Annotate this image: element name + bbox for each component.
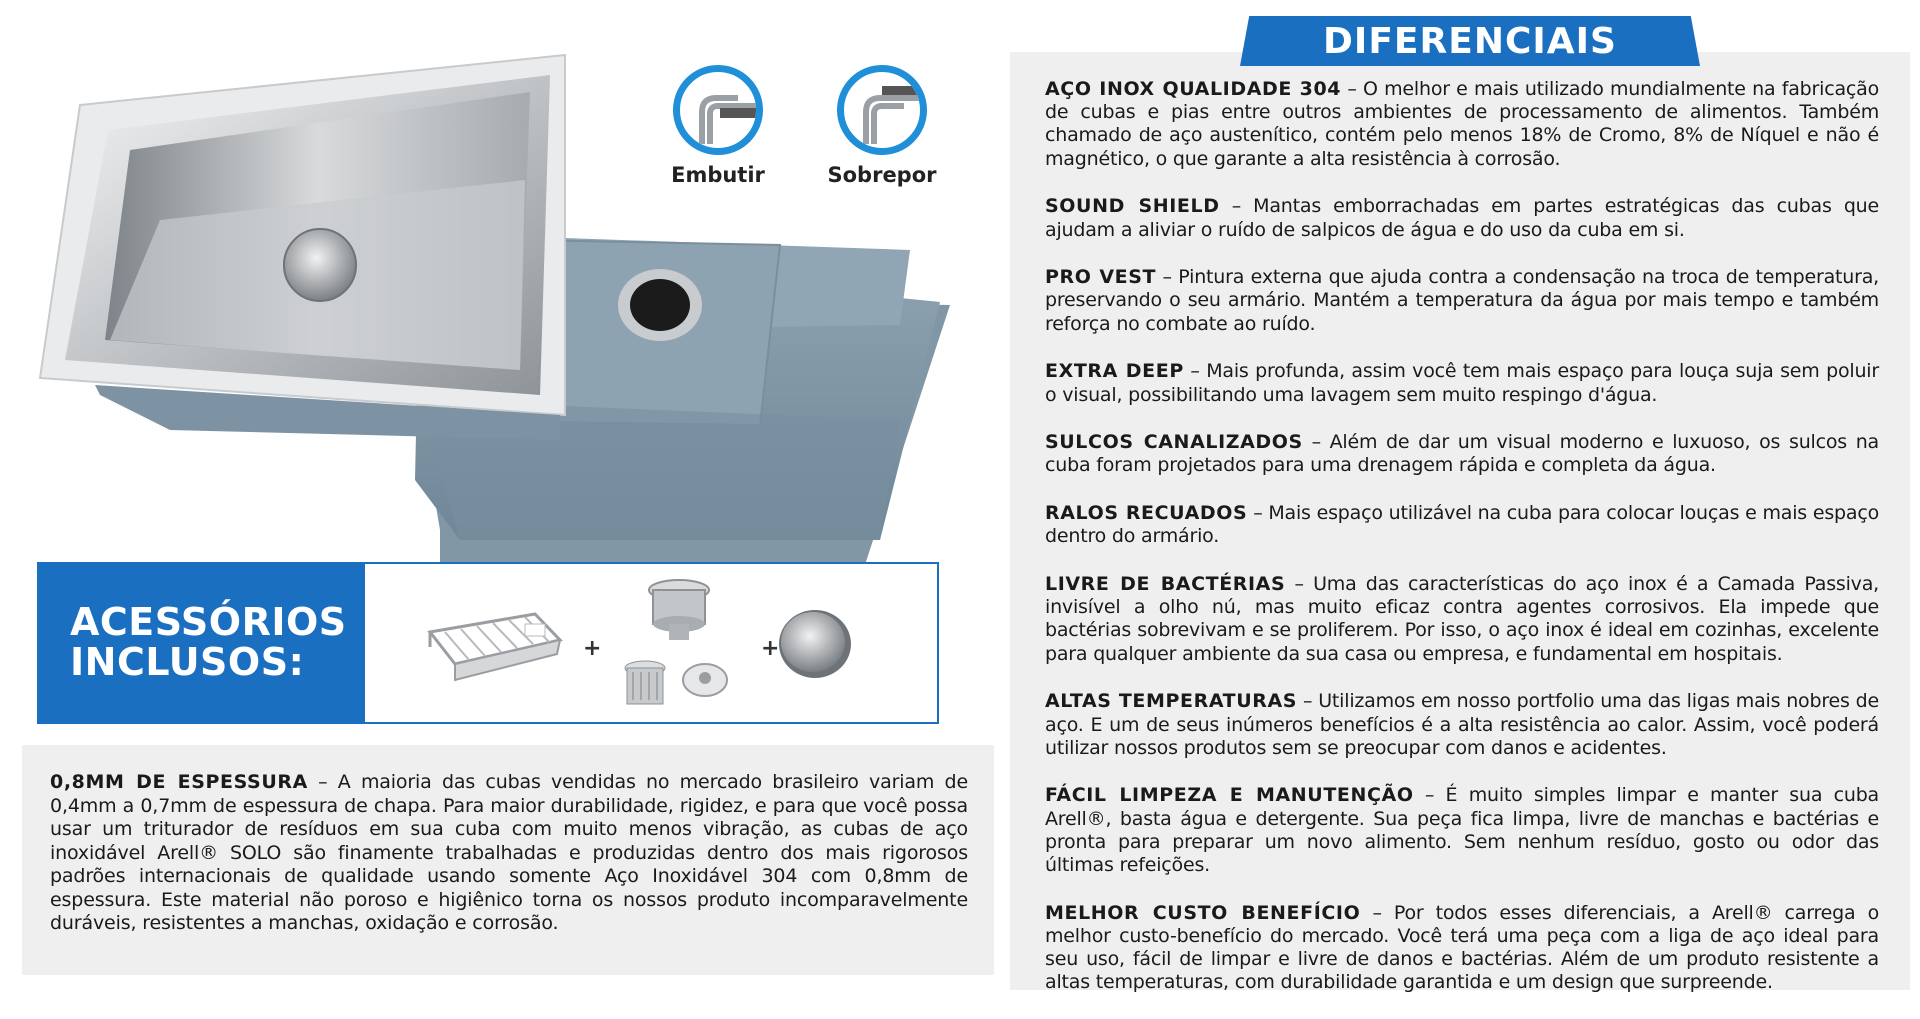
feature-text: – O melhor e mais utilizado mundialmente na fabricação de cubas e pias entre outros ambientes de processamento de alimentos. Também chamado de aço austenítico, contém pelo menos 18% de Cromo, 8% de Níquel e não é magnético, o que garante a alta resistência à corrosão. [1045,78,1879,170]
feature-heading: SULCOS CANALIZADOS [1045,431,1303,454]
feature-item-bacterias [1045,573,1879,666]
plus-sign: + [761,636,780,661]
feature-text: – Além de dar um visual moderno e luxuoso, os sulcos na cuba foram projetados para uma drenagem rápida e completa da água. [1045,431,1880,477]
feature-item-custo [1045,902,1879,995]
overmount-icon [837,65,927,155]
accessories-items [365,562,939,724]
accessories-banner [37,562,939,724]
sobrepor-label: Sobrepor [827,163,937,187]
spec-heading: 0,8MM DE ESPESSURA [50,771,308,793]
install-option-embutir [663,65,773,187]
feature-item-extra-deep [1045,360,1879,406]
feature-item-pro-vest [1045,266,1879,336]
feature-text: – Por todos esses diferenciais, a Arell® carrega o melhor custo-benefício do mercado. Você terá uma peça com a liga de aço ideal para seu uso, fácil de limpar e livre de danos e bactérias. Além de um produto resistente a altas temperaturas, com durabilidade garantida e um design que surpreende. [1045,901,1879,994]
diferenciais-title: DIFERENCIAIS [1323,21,1617,62]
install-option-sobrepor [827,65,937,187]
drain-cover-icon [775,604,855,684]
feature-item-sulcos [1045,431,1879,477]
accessories-title-line2: INCLUSOS: [70,640,305,684]
feature-heading: RALOS RECUADOS [1045,502,1248,525]
product-illustration [20,40,980,580]
feature-text: – Mais profunda, assim você tem mais espaço para louça suja sem poluir o visual, possibilitando uma lavagem sem muito respingo d'água. [1045,360,1879,406]
embutir-label: Embutir [671,163,765,187]
feature-text: – Uma das características do aço inox é a Camada Passiva, invisível a olho nú, mas muito eficaz contra agentes corrosivos. Ela impede que bactérias sobrevivam e se proliferem. Por isso, o aço inox é ideal em cozinhas, excelente para qualquer ambiente da sua casa ou empresa, e fundamental em hospitais. [1045,573,1879,665]
undermount-icon [673,65,763,155]
feature-heading: FÁCIL LIMPEZA E MANUTENÇÃO [1045,784,1414,807]
feature-heading: ALTAS TEMPERATURAS [1045,690,1298,713]
diferenciais-header [1240,16,1700,66]
sink-top-view [40,55,565,440]
feature-heading: MELHOR CUSTO BENEFÍCIO [1045,901,1361,924]
feature-item-temperaturas [1045,690,1879,760]
accessories-title [37,562,365,724]
feature-item-sound-shield [1045,195,1879,241]
feature-text: – Mantas emborrachadas em partes estratégicas das cubas que ajudam a aliviar o ruído de salpicos de água e do uso da cuba em si. [1045,195,1880,241]
feature-text: – É muito simples limpar e manter sua cuba Arell®, basta água e detergente. Sua peça fica limpa, livre de manchas e bactérias e pronta para preparar um novo alimento. Sem nenhum resíduo, gosto ou odor das últimas refeições. [1045,784,1880,877]
feature-heading: LIVRE DE BACTÉRIAS [1045,573,1286,596]
feature-heading: EXTRA DEEP [1045,360,1184,383]
drying-rack-icon [425,602,565,692]
feature-item-limpeza [1045,784,1879,877]
diferenciais-list [1045,78,1879,1019]
feature-item-aco-inox [1045,78,1879,171]
thickness-spec-paragraph [50,771,968,936]
thickness-spec-box [22,745,994,975]
drain-basket-icon [597,568,747,718]
plus-sign: + [583,636,602,661]
feature-heading: AÇO INOX QUALIDADE 304 [1045,78,1342,100]
feature-item-ralos [1045,502,1879,548]
feature-text: – Mais espaço utilizável na cuba para colocar louças e mais espaço dentro do armário. [1045,502,1879,548]
feature-heading: PRO VEST [1045,266,1157,289]
feature-text: – Pintura externa que ajuda contra a condensação na troca de temperatura, preservando o seu armário. Mantém a temperatura da água por mais tempo e também reforça no combate ao ruído. [1045,266,1880,335]
accessories-title-line1: ACESSÓRIOS [70,600,347,644]
spec-text: – A maioria das cubas vendidas no mercado brasileiro variam de 0,4mm a 0,7mm de espessura de chapa. Para maior durabilidade, rigidez, e para que você possa usar um triturador de resíduos em sua cuba com muito menos vibração, as cubas de aço inoxidável Arell® SOLO são finamente trabalhadas e produzidas dentro dos mais rigorosos padrões internacionais de qualidade usando somente Aço Inoxidável 304 com 0,8mm de espessura. Este material não poroso e higiênico torna os nossos produto incomparavelmente duráveis, resistentes a manchas, oxidação e corrosão. [50,771,968,934]
feature-heading: SOUND SHIELD [1045,195,1220,218]
feature-text: – Utilizamos em nosso portfolio uma das ligas mais nobres de aço. E um de seus inúmeros benefícios é a alta resistência ao calor. Assim, você poderá utilizar nossos produtos sem se preocupar com danos e acidentes. [1045,690,1879,759]
